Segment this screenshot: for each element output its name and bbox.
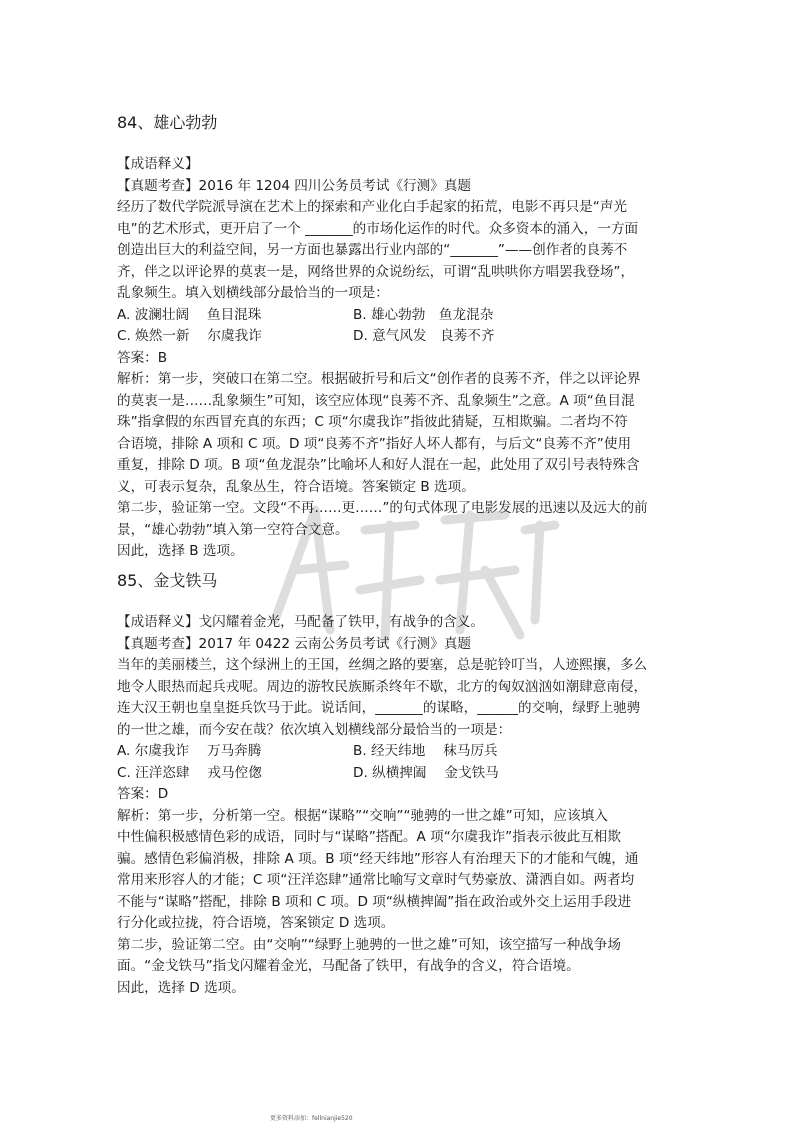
analysis-line: 常用来形容人的才能；C 项“汪洋恣肆”通常比喻写文章时气势豪放、潇洒自如。两者均 bbox=[117, 872, 635, 888]
text-line: 经历了数代学院派导演在艺术上的探索和产业化白手起家的拓荒，电影不再只是“声光 bbox=[117, 199, 628, 215]
text-line: 齐，伴之以评论界的莫衷一是，网络世界的众说纷纭，可谓“乱哄哄你方唱罢我登场”， bbox=[117, 263, 635, 280]
question-heading: 84、雄心勃勃 bbox=[117, 113, 218, 132]
text-line: 【成语释义】戈闪耀着金光，马配备了铁甲，有战争的含义。 bbox=[117, 614, 485, 630]
option-b: B. 雄心勃勃 鱼龙混杂 bbox=[353, 306, 494, 323]
analysis-line: 景，“雄心勃勃”填入第一空符合文意。 bbox=[117, 521, 349, 538]
option-a: A. 尔虞我诈 万马奔腾 bbox=[117, 743, 262, 759]
text-line: 【真题考查】2017 年 0422 云南公务员考试《行测》真题 bbox=[117, 635, 472, 652]
question-85 bbox=[117, 570, 687, 999]
question-84 bbox=[117, 112, 687, 563]
option-d: D. 纵横捭阖 金戈铁马 bbox=[353, 764, 499, 781]
options-row bbox=[117, 763, 687, 785]
option-d: D. 意气风发 良莠不齐 bbox=[353, 328, 495, 344]
text-line: 连大汉王朝也皇皇挺兵饮马于此。说话间，_______的谋略，______的交响，绿野上驰骋 bbox=[117, 700, 641, 716]
answer-line: 答案：D bbox=[117, 786, 169, 802]
option-a: A. 波澜壮阔 鱼目混珠 bbox=[117, 306, 262, 323]
analysis-line: 合语境，排除 A 项和 C 项。D 项“良莠不齐”指好人坏人都有，与后文“良莠不齐”使用 bbox=[117, 435, 632, 452]
analysis-line: 因此，选择 B 选项。 bbox=[117, 543, 244, 559]
analysis-line: 解析：第一步，分析第一空。根据“谋略”“交响”“驰骋的一世之雄”可知，应该填入 bbox=[117, 807, 608, 824]
option-c: C. 焕然一新 尔虞我诈 bbox=[117, 328, 262, 344]
options-row bbox=[117, 305, 687, 327]
analysis-line: 第二步，验证第一空。文段“不再……更……”的句式体现了电影发展的迅速以及远大的前 bbox=[117, 500, 648, 516]
text-line: 的一世之雄，而今安在哉？依次填入划横线部分最恰当的一项是： bbox=[117, 721, 512, 738]
answer-line: 答案：B bbox=[117, 349, 168, 366]
analysis-line: 因此，选择 D 选项。 bbox=[117, 979, 245, 996]
analysis-line: 义，可表示复杂，乱象丛生，符合语境。答案锁定 B 选项。 bbox=[117, 478, 475, 495]
footer-note: 更多资料添加：fellnianjie520 bbox=[270, 1115, 353, 1122]
analysis-line: 中性偏积极感情色彩的成语，同时与“谋略”搭配。A 项“尔虞我诈”指表示彼此互相欺 bbox=[117, 829, 621, 845]
analysis-line: 的莫衷一是……乱象频生”可知，该空应体现“良莠不齐、乱象频生”之意。A 项“鱼目混 bbox=[117, 392, 635, 409]
text-line: 【成语释义】 bbox=[117, 156, 199, 172]
options-row bbox=[117, 741, 687, 763]
option-c: C. 汪洋恣肆 戎马倥偬 bbox=[117, 764, 262, 781]
option-b: B. 经天纬地 秣马厉兵 bbox=[353, 743, 498, 759]
text-line: 【真题考查】2016 年 1204 四川公务员考试《行测》真题 bbox=[117, 177, 472, 194]
text-line: 地令人眼热而起兵戎呢。周边的游牧民族厮杀终年不歇，北方的匈奴汹汹如潮肆意南侵， bbox=[117, 678, 648, 695]
analysis-line: 解析：第一步，突破口在第二空。根据破折号和后文“创作者的良莠不齐，伴之以评论界 bbox=[117, 371, 641, 387]
text-line: 乱象频生。填入划横线部分最恰当的一项是： bbox=[117, 285, 389, 301]
analysis-line: 面。“金戈铁马”指戈闪耀着金光，马配备了铁甲，有战争的含义，符合语境。 bbox=[117, 958, 580, 974]
text-line: 电”的艺术形式，更开启了一个 _______的市场化运作的时代。众多资本的涌入，一方面 bbox=[117, 220, 639, 237]
analysis-line: 第二步，验证第二空。由“交响”“绿野上驰骋的一世之雄”可知，该空描写一种战争场 bbox=[117, 936, 621, 953]
text-line: 当年的美丽楼兰，这个绿洲上的王国，丝绸之路的要塞，总是驼铃叮当，人迹熙攘，多么 bbox=[117, 657, 648, 673]
options-row bbox=[117, 326, 687, 348]
analysis-line: 不能与“谋略”搭配，排除 B 项和 C 项。D 项“纵横捭阖”指在政治或外交上运用手段进 bbox=[117, 893, 632, 910]
analysis-line: 珠”指拿假的东西冒充真的东西；C 项“尔虞我诈”指彼此猜疑，互相欺骗。二者均不符 bbox=[117, 414, 628, 430]
text-line: 创造出巨大的利益空间，另一方面也暴露出行业内部的“_______”——创作者的良莠不 bbox=[117, 242, 628, 258]
analysis-line: 骗。感情色彩偏消极，排除 A 项。B 项“经天纬地”形容人有治理天下的才能和气魄，通 bbox=[117, 850, 639, 867]
question-heading: 85、金戈铁马 bbox=[117, 571, 218, 590]
analysis-line: 行分化或拉拢，符合语境，答案锁定 D 选项。 bbox=[117, 915, 395, 931]
analysis-line: 重复，排除 D 项。B 项“鱼龙混杂”比喻坏人和好人混在一起，此处用了双引号表特殊含 bbox=[117, 457, 640, 473]
